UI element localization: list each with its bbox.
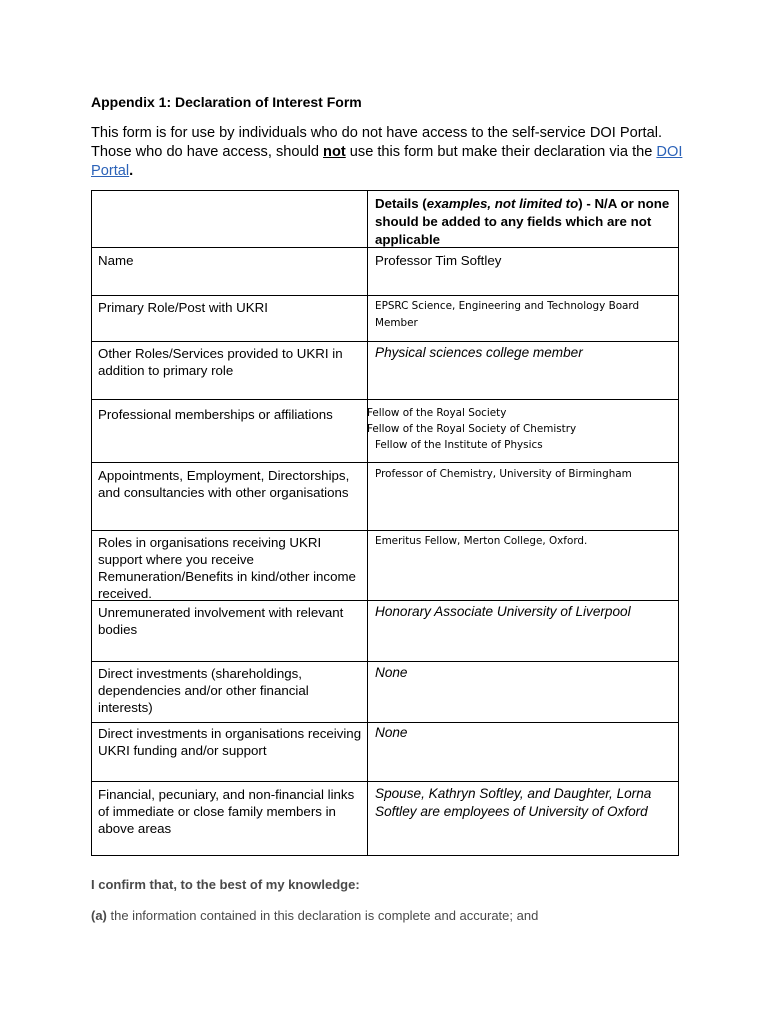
row-value-other-roles: Physical sciences college member bbox=[375, 345, 583, 360]
confirm-item-a bbox=[91, 908, 538, 923]
row-label-unremunerated: Unremunerated involvement with relevant bodies bbox=[98, 605, 344, 637]
item-a-text: the information contained in this declaration is complete and accurate; and bbox=[106, 908, 539, 923]
row-label-remunerated-roles: Roles in organisations receiving UKRI support where you receive Remuneration/Benefits in kind/other income received. bbox=[98, 535, 356, 601]
row-divider bbox=[92, 722, 678, 723]
page-title: Appendix 1: Declaration of Interest Form bbox=[91, 94, 362, 110]
details-column-header: Details (examples, not limited to) - N/A or none should be added to any fields which are not applicable bbox=[375, 196, 670, 247]
row-value-appointments: Professor of Chemistry, University of Birmingham bbox=[375, 468, 632, 480]
membership-item: Fellow of the Institute of Physics bbox=[375, 439, 543, 451]
row-divider bbox=[92, 781, 678, 782]
membership-item: Fellow of the Royal Society of Chemistry bbox=[367, 423, 577, 435]
row-label-other-roles: Other Roles/Services provided to UKRI in addition to primary role bbox=[98, 346, 343, 378]
row-label-ukri-investments: Direct investments in organisations receiving UKRI funding and/or support bbox=[98, 726, 362, 758]
intro-emphasis: not bbox=[323, 144, 346, 160]
row-value-family-links: Spouse, Kathryn Softley, and Daughter, Lorna Softley are employees of University of Oxford bbox=[375, 786, 652, 819]
row-divider bbox=[92, 295, 678, 296]
row-value-direct-investments: None bbox=[375, 665, 408, 680]
intro-text: This form is for use by individuals who do not have access to the self-service DOI Portal. Those who do have access, should bbox=[91, 125, 663, 160]
column-divider bbox=[367, 191, 368, 855]
row-divider bbox=[92, 399, 678, 400]
membership-item: Fellow of the Royal Society bbox=[367, 407, 507, 419]
row-divider bbox=[92, 462, 678, 463]
row-value-primary-role: EPSRC Science, Engineering and Technology Board Member bbox=[375, 300, 640, 329]
row-value-unremunerated: Honorary Associate University of Liverpool bbox=[375, 604, 631, 619]
row-label-direct-investments: Direct investments (shareholdings, dependencies and/or other financial interests) bbox=[98, 666, 309, 715]
doi-portal-link[interactable]: DOI Portal bbox=[91, 144, 683, 179]
row-value-name: Professor Tim Softley bbox=[375, 253, 502, 268]
row-label-family-links: Financial, pecuniary, and non-financial links of immediate or close family members in above areas bbox=[98, 787, 355, 836]
declaration-table bbox=[91, 190, 679, 856]
row-label-name: Name bbox=[98, 253, 134, 268]
item-a-label: (a) bbox=[91, 908, 107, 923]
confirm-heading: I confirm that, to the best of my knowledge: bbox=[91, 877, 360, 892]
row-divider bbox=[92, 661, 678, 662]
row-label-memberships: Professional memberships or affiliations bbox=[98, 407, 333, 422]
row-value-ukri-investments: None bbox=[375, 725, 408, 740]
row-value-memberships bbox=[367, 405, 677, 453]
intro-text-continued: use this form but make their declaration via the bbox=[345, 144, 657, 160]
row-label-primary-role: Primary Role/Post with UKRI bbox=[98, 300, 268, 315]
intro-paragraph bbox=[91, 124, 691, 181]
row-divider bbox=[92, 530, 678, 531]
intro-end: . bbox=[129, 163, 134, 179]
row-label-appointments: Appointments, Employment, Directorships, and consultancies with other organisations bbox=[98, 468, 350, 500]
row-value-remunerated-roles: Emeritus Fellow, Merton College, Oxford. bbox=[375, 535, 588, 547]
row-divider bbox=[92, 341, 678, 342]
